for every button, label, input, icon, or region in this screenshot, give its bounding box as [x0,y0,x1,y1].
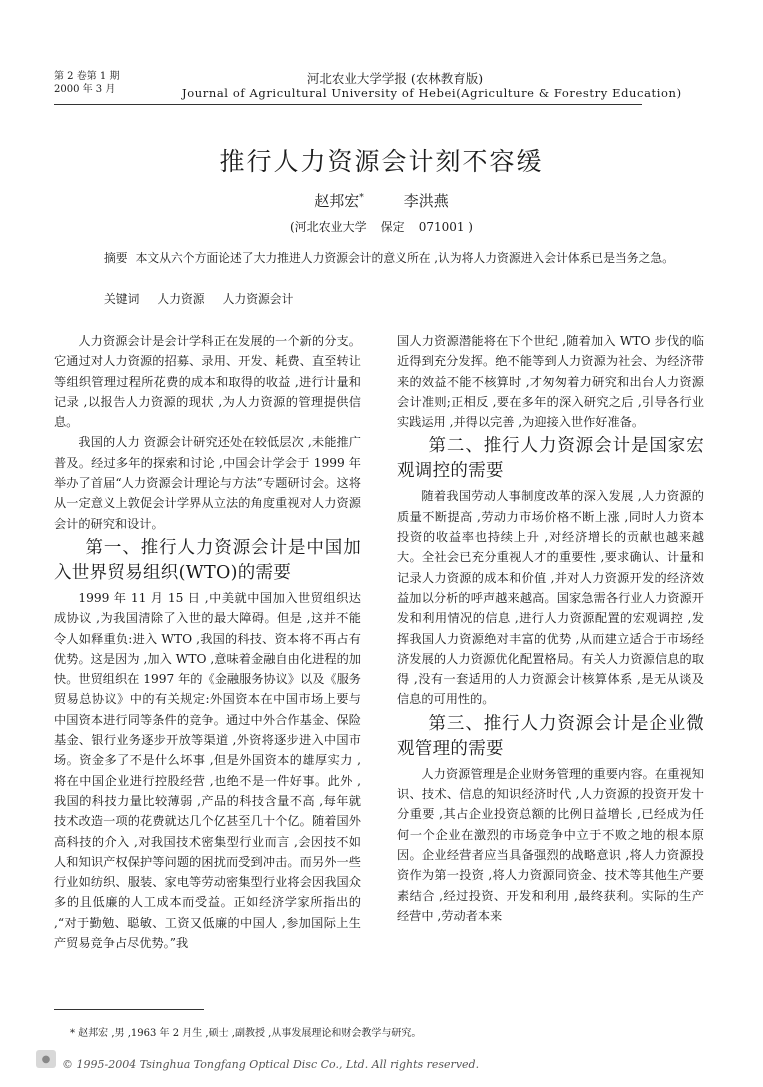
publisher-logo-icon: ● [36,1050,56,1068]
keywords [104,290,311,307]
article-title: 推行人力资源会计刻不容缓 [219,147,544,176]
abstract [82,248,686,269]
author-line [0,190,763,211]
header-rule [54,104,642,105]
copyright-notice: © 1995-2004 Tsinghua Tongfang Optical Disc Co., Ltd. All rights reserved. [62,1058,480,1071]
issue-info [54,70,119,96]
affiliation-institution: (河北农业大学 [289,220,367,234]
footnote-rule [54,1009,204,1010]
keyword-item: 人力资源会计 [222,292,294,306]
section-heading: 第二、推行人力资源会计是国家宏观调控的需要 [397,436,704,482]
keywords-label: 关键词 [104,292,140,306]
body-paragraph: 人力资源管理是企业财务管理的重要内容。在重视知识、技术、信息的知识经济时代 ,人力资源的投资开发十分重要 ,其占企业投资总额的比例日益增长 ,已经成为任何一个企业在激烈的市场竞争中立于不败之地的根本原因。企业经营者应当具备强烈的战略意识 ,将人力资源投资作为第一投资 ,将人力资源同资金、技术等其他生产要素结合 ,经过投资、开发和利用 ,最终获利。实际的生产经营中 ,劳动者本来 [397,766,704,923]
journal-title-cn: 河北农业大学学报 (农林教育版) [306,71,484,86]
affiliation-postcode: 071001 ) [418,220,473,234]
abstract-label: 摘要 [104,251,128,265]
body-column-left [54,331,361,953]
body-paragraph: 1999 年 11 月 15 日 ,中美就中国加入世贸组织达成协议 ,为我国清除了入世的最大障碍。但是 ,这并不能令人如释重负:进入 WTO ,我国的科技、资本将不再占有优势。这是因为 ,加入 WTO ,意味着金融自由化进程的加快。世贸组织在 1997 年的《金融服务协议》以及《服务贸易总协议》中的有关规定:外国资本在中国市场上要与中国资本进行同等条件的竞争。通过中外合作基金、保险基金、银行业务逐步开放等渠道 ,外资将逐步进入中国市场。资金多了不是什么坏事 ,但是外国资本的雄厚实力 ,将在中国企业进行控股经营 ,也绝不是一件好事。此外 ,我国的科技力量比较薄弱 ,产品的科技含量不高 ,每年就技术改造一项的花费就达几个亿甚至几十个亿。随着国外高科技的介入 ,对我国技术密集型行业而言 ,会因技不如人和知识产权保护等问题的困扰而受到冲击。而另外一些行业如纺织、服装、家电等劳动密集型行业将会因我国众多的且低廉的人工成本而受益。正如经济学家所指出的 ,“对于勤勉、聪敏、工资又低廉的中国人 ,参加国际上生产贸易竞争占尽优势。”我 [54,590,361,951]
affiliation-city: 保定 [380,220,405,234]
volume-issue: 第 2 卷第 1 期 [54,71,120,82]
author-footnote: * 赵邦宏 ,男 ,1963 年 2 月生 ,硕士 ,副教授 ,从事发展理论和财会教学与研究。 [70,1028,422,1039]
body-paragraph: 随着我国劳动人事制度改革的深入发展 ,人力资源的质量不断提高 ,劳动力市场价格不断上涨 ,同时人力资本投资的收益率也持续上升 ,对经济增长的贡献也越来越大。全社会已充分重视人才的重要性 ,要求确认、计量和记录人力资源的成本和价值 ,并对人力资源开发的经济效益加以分析的呼声越来越高。国家急需各行业人力资源开发和利用情况的信息 ,进行人力资源配置的宏观调控 ,发挥我国人力资源绝对丰富的优势 ,从而建立适合于市场经济发展的人力资源优化配置格局。有关人力资源信息的取得 ,没有一套适用的人力资源会计核算体系 ,是无从谈及信息的可用性的。 [397,489,704,707]
body-paragraph: 人力资源会计是会计学科正在发展的一个新的分支。它通过对人力资源的招募、录用、开发、耗费、直至转让等组织管理过程所花费的成本和取得的收益 ,进行计量和记录 ,以报告人力资源的现状 ,为人力资源的管理提供信息。 [54,334,361,430]
body-paragraph: 我国的人力 资源会计研究还处在较低层次 ,未能推广普及。经过多年的探索和讨论 ,中国会计学会于 1999 年举办了首届“人力资源会计理论与方法”专题研讨会。这将从一定意义上敦促会计学界从立法的角度重视对人力资源会计的研究和设计。 [54,435,361,531]
body-paragraph: 国人力资源潜能将在下个世纪 ,随着加入 WTO 步伐的临近得到充分发挥。绝不能等到人力资源为社会、为经济带来的效益不能不核算时 ,才匆匆着力研究和出台人力资源会计准则;正相反 ,要在多年的深入研究之后 ,引导各行业实践运用 ,并得以完善 ,为迎接入世作好准备。 [397,334,704,430]
body-column-right [397,331,704,926]
section-heading: 第一、推行人力资源会计是中国加入世界贸易组织(WTO)的需要 [54,537,361,583]
issue-date: 2000 年 3 月 [54,84,116,95]
author-1-footnote-mark: * [359,193,364,203]
section-heading: 第三、推行人力资源会计是企业微观管理的需要 [397,713,704,759]
affiliation [0,218,763,235]
author-2: 李洪燕 [403,192,449,210]
author-1: 赵邦宏 [314,192,360,210]
journal-title-en: Journal of Agricultural University of Hebei(Agriculture & Forestry Education) [182,86,682,100]
abstract-text: 本文从六个方面论述了大力推进人力资源会计的意义所在 ,认为将人力资源进入会计体系已是当务之急。 [135,251,674,265]
keyword-item: 人力资源 [157,292,205,306]
